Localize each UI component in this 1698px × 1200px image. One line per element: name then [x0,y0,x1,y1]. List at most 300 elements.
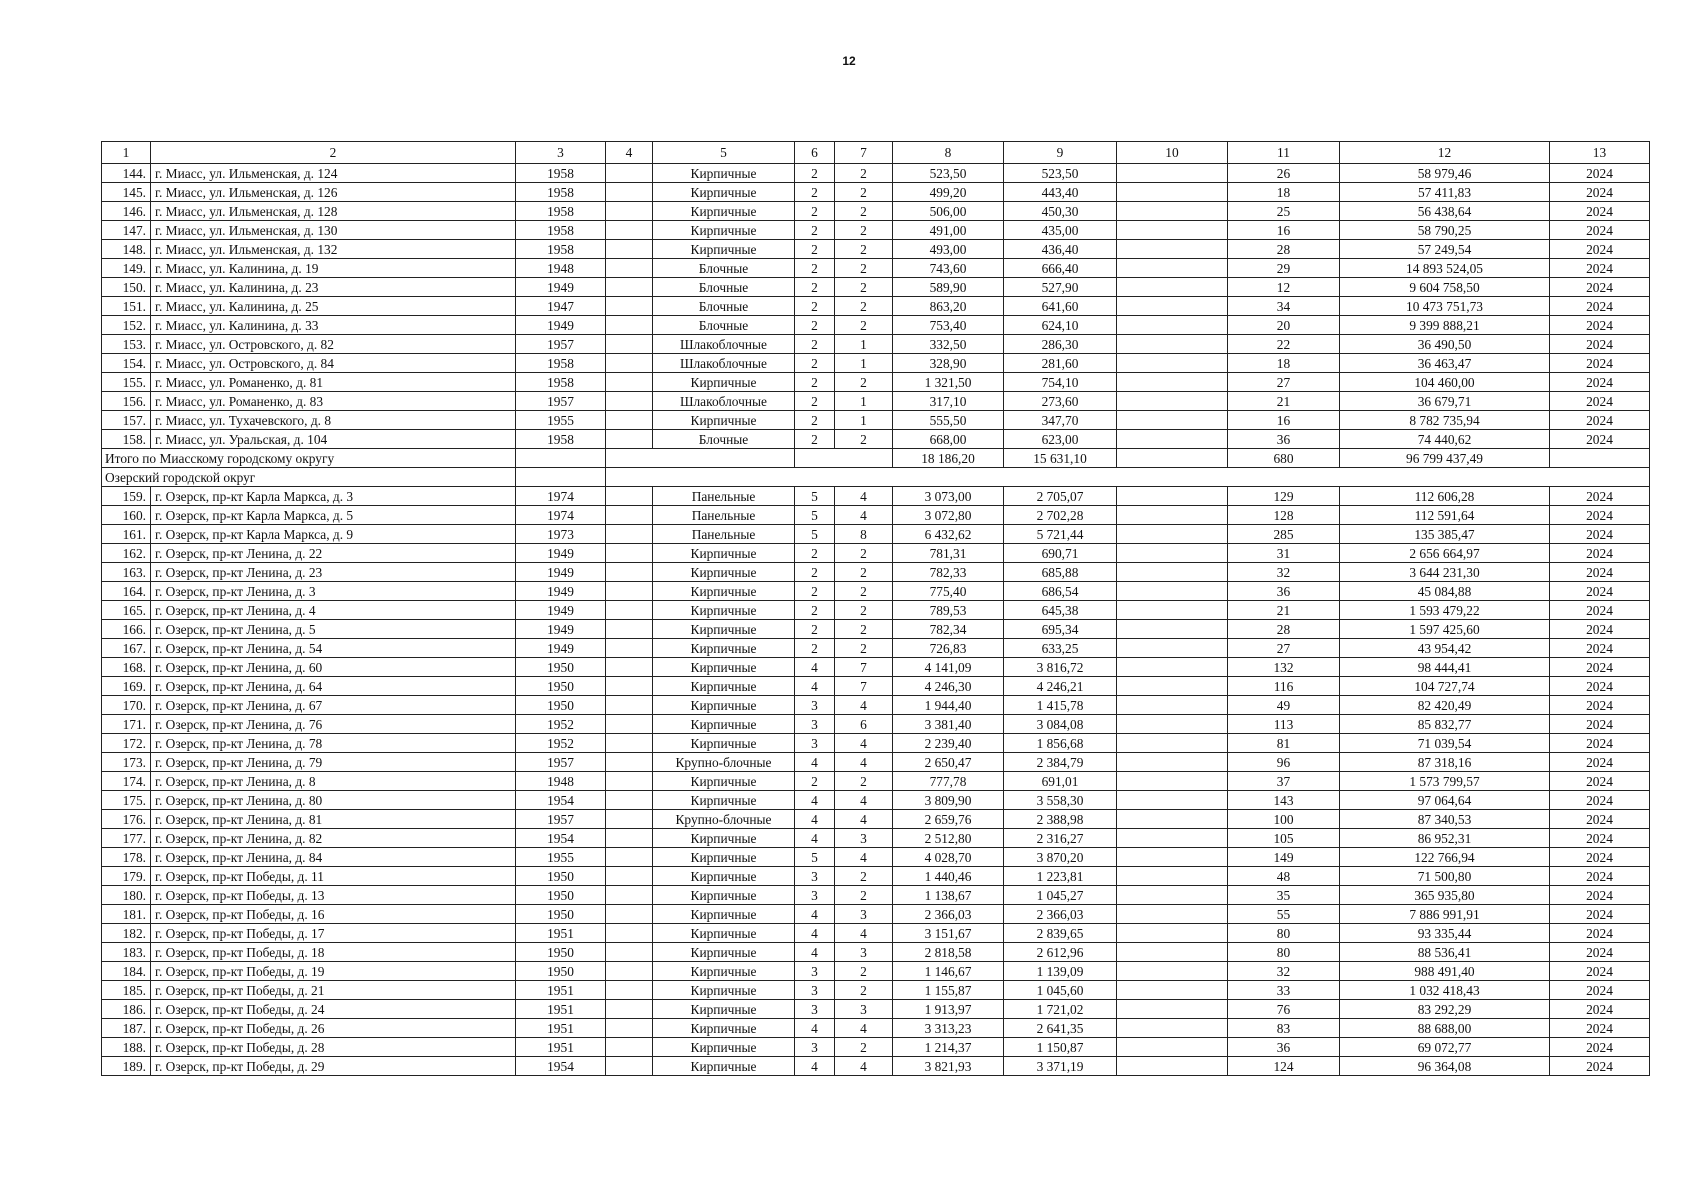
living-area-cell: 436,40 [1004,240,1117,259]
living-area-cell: 527,90 [1004,278,1117,297]
year-cell: 1957 [516,392,606,411]
table-row [102,259,1650,278]
table-row [102,924,1650,943]
entrances-cell: 8 [835,525,893,544]
year-cell: 1954 [516,791,606,810]
total-area-cell: 1 944,40 [893,696,1004,715]
plan-year-cell: 2024 [1550,506,1650,525]
row-number-cell: 164. [102,582,151,601]
floors-cell: 3 [795,734,835,753]
empty-cell [1117,449,1228,468]
entrances-cell: 3 [835,1000,893,1019]
floors-cell: 4 [795,1019,835,1038]
cost-cell: 98 444,41 [1340,658,1550,677]
address-cell: г. Миасс, ул. Ильменская, д. 124 [151,164,516,183]
address-cell: г. Озерск, пр-кт Ленина, д. 4 [151,601,516,620]
table-row [102,430,1650,449]
cost-cell: 104 727,74 [1340,677,1550,696]
total-area-cell: 3 072,80 [893,506,1004,525]
address-cell: г. Озерск, пр-кт Ленина, д. 3 [151,582,516,601]
year-cell: 1949 [516,601,606,620]
table-row [102,278,1650,297]
row-number-cell: 179. [102,867,151,886]
living-area-cell: 686,54 [1004,582,1117,601]
table-body [102,142,1650,1076]
wall-material-cell: Кирпичные [653,1000,795,1019]
plan-year-cell: 2024 [1550,487,1650,506]
total-area-cell: 2 366,03 [893,905,1004,924]
cost-cell: 14 893 524,05 [1340,259,1550,278]
empty-cell [606,772,653,791]
table-row [102,354,1650,373]
address-cell: г. Озерск, пр-кт Ленина, д. 78 [151,734,516,753]
empty-cell [1117,335,1228,354]
wall-material-cell: Блочные [653,259,795,278]
empty-cell [1117,601,1228,620]
year-cell: 1948 [516,259,606,278]
living-area-cell: 666,40 [1004,259,1117,278]
address-cell: г. Озерск, пр-кт Карла Маркса, д. 3 [151,487,516,506]
wall-material-cell: Крупно-блочные [653,810,795,829]
empty-cell [1117,753,1228,772]
wall-material-cell: Панельные [653,525,795,544]
plan-year-cell: 2024 [1550,1000,1650,1019]
living-area-cell: 2 641,35 [1004,1019,1117,1038]
plan-year-cell: 2024 [1550,848,1650,867]
wall-material-cell: Кирпичные [653,791,795,810]
address-cell: г. Озерск, пр-кт Ленина, д. 64 [151,677,516,696]
total-area-cell: 775,40 [893,582,1004,601]
row-number-cell: 146. [102,202,151,221]
row-number-cell: 158. [102,430,151,449]
wall-material-cell: Кирпичные [653,677,795,696]
address-cell: г. Озерск, пр-кт Победы, д. 24 [151,1000,516,1019]
empty-cell [1117,924,1228,943]
total-area-cell: 1 214,37 [893,1038,1004,1057]
empty-cell [606,696,653,715]
living-area-cell: 1 415,78 [1004,696,1117,715]
plan-year-cell: 2024 [1550,354,1650,373]
cost-cell: 9 399 888,21 [1340,316,1550,335]
table-row [102,848,1650,867]
row-number-cell: 148. [102,240,151,259]
address-cell: г. Озерск, пр-кт Победы, д. 26 [151,1019,516,1038]
empty-cell [1117,221,1228,240]
residents-cell: 35 [1228,886,1340,905]
empty-cell [1117,962,1228,981]
total-area-cell: 4 028,70 [893,848,1004,867]
address-cell: г. Миасс, ул. Ильменская, д. 132 [151,240,516,259]
plan-year-cell: 2024 [1550,772,1650,791]
entrances-cell: 1 [835,354,893,373]
cost-cell: 57 411,83 [1340,183,1550,202]
total-area-cell: 1 146,67 [893,962,1004,981]
living-area-cell: 645,38 [1004,601,1117,620]
entrances-cell: 2 [835,639,893,658]
entrances-cell: 4 [835,848,893,867]
address-cell: г. Озерск, пр-кт Карла Маркса, д. 5 [151,506,516,525]
cost-cell: 96 364,08 [1340,1057,1550,1076]
empty-cell [606,468,1650,487]
address-cell: г. Миасс, ул. Калинина, д. 19 [151,259,516,278]
wall-material-cell: Кирпичные [653,620,795,639]
floors-cell: 2 [795,772,835,791]
plan-year-cell: 2024 [1550,962,1650,981]
table-row [102,734,1650,753]
living-area-cell: 624,10 [1004,316,1117,335]
empty-cell [1117,563,1228,582]
empty-cell [1117,791,1228,810]
entrances-cell: 2 [835,202,893,221]
table-row [102,316,1650,335]
table-row [102,658,1650,677]
wall-material-cell: Шлакоблочные [653,354,795,373]
empty-cell [1117,1019,1228,1038]
row-number-cell: 182. [102,924,151,943]
column-header: 13 [1550,142,1650,164]
empty-cell [606,316,653,335]
row-number-cell: 189. [102,1057,151,1076]
row-number-cell: 184. [102,962,151,981]
cost-cell: 57 249,54 [1340,240,1550,259]
cost-cell: 69 072,77 [1340,1038,1550,1057]
empty-cell [1117,430,1228,449]
year-cell: 1974 [516,487,606,506]
table-row [102,221,1650,240]
empty-cell [606,886,653,905]
residents-cell: 21 [1228,392,1340,411]
table-row [102,962,1650,981]
residents-cell: 34 [1228,297,1340,316]
residents-cell: 113 [1228,715,1340,734]
living-area-cell: 1 045,27 [1004,886,1117,905]
living-area-cell: 2 612,96 [1004,943,1117,962]
empty-cell [606,183,653,202]
residents-cell: 36 [1228,582,1340,601]
living-area-cell: 5 721,44 [1004,525,1117,544]
cost-cell: 36 463,47 [1340,354,1550,373]
empty-cell [606,259,653,278]
row-number-cell: 175. [102,791,151,810]
table-row [102,582,1650,601]
wall-material-cell: Кирпичные [653,1019,795,1038]
residents-cell: 132 [1228,658,1340,677]
year-cell: 1948 [516,772,606,791]
wall-material-cell: Кирпичные [653,639,795,658]
empty-cell [606,202,653,221]
residents-cell: 76 [1228,1000,1340,1019]
column-header: 1 [102,142,151,164]
empty-cell [1117,696,1228,715]
total-area-cell: 777,78 [893,772,1004,791]
residents-cell: 31 [1228,544,1340,563]
living-area-cell: 4 246,21 [1004,677,1117,696]
entrances-cell: 2 [835,183,893,202]
table-row [102,506,1650,525]
address-cell: г. Озерск, пр-кт Победы, д. 29 [151,1057,516,1076]
living-area-cell: 1 223,81 [1004,867,1117,886]
row-number-cell: 171. [102,715,151,734]
wall-material-cell: Блочные [653,278,795,297]
empty-cell [1117,316,1228,335]
wall-material-cell: Панельные [653,506,795,525]
row-number-cell: 152. [102,316,151,335]
housing-register-table [101,141,1650,1076]
table-row [102,525,1650,544]
empty-cell [606,639,653,658]
plan-year-cell: 2024 [1550,696,1650,715]
total-area-cell: 4 141,09 [893,658,1004,677]
table-row [102,886,1650,905]
empty-cell [1117,677,1228,696]
cost-cell: 74 440,62 [1340,430,1550,449]
plan-year-cell: 2024 [1550,525,1650,544]
column-header: 4 [606,142,653,164]
living-area-cell: 754,10 [1004,373,1117,392]
empty-cell [606,962,653,981]
entrances-cell: 4 [835,506,893,525]
address-cell: г. Миасс, ул. Романенко, д. 83 [151,392,516,411]
wall-material-cell: Кирпичные [653,544,795,563]
empty-cell [606,354,653,373]
wall-material-cell: Кирпичные [653,924,795,943]
wall-material-cell: Кирпичные [653,164,795,183]
table-row [102,696,1650,715]
row-number-cell: 180. [102,886,151,905]
total-area-cell: 506,00 [893,202,1004,221]
total-area-cell: 2 512,80 [893,829,1004,848]
empty-cell [606,1038,653,1057]
plan-year-cell: 2024 [1550,278,1650,297]
address-cell: г. Озерск, пр-кт Победы, д. 16 [151,905,516,924]
empty-cell [606,544,653,563]
total-area-cell: 1 440,46 [893,867,1004,886]
year-cell: 1949 [516,582,606,601]
plan-year-cell: 2024 [1550,259,1650,278]
empty-cell [1117,582,1228,601]
residents-cell: 96 [1228,753,1340,772]
plan-year-cell: 2024 [1550,620,1650,639]
residents-cell: 49 [1228,696,1340,715]
residents-cell: 36 [1228,1038,1340,1057]
living-area-cell: 450,30 [1004,202,1117,221]
row-number-cell: 166. [102,620,151,639]
wall-material-cell: Кирпичные [653,563,795,582]
wall-material-cell: Кирпичные [653,582,795,601]
row-number-cell: 155. [102,373,151,392]
plan-year-cell: 2024 [1550,392,1650,411]
living-area-cell: 273,60 [1004,392,1117,411]
living-area-cell: 623,00 [1004,430,1117,449]
wall-material-cell: Кирпичные [653,221,795,240]
row-number-cell: 144. [102,164,151,183]
empty-cell [606,943,653,962]
entrances-cell: 2 [835,544,893,563]
table-row [102,829,1650,848]
wall-material-cell: Кирпичные [653,411,795,430]
residents-cell: 27 [1228,373,1340,392]
entrances-cell: 4 [835,1019,893,1038]
year-cell: 1952 [516,734,606,753]
entrances-cell: 7 [835,677,893,696]
total-area-cell: 3 821,93 [893,1057,1004,1076]
empty-cell [606,506,653,525]
wall-material-cell: Кирпичные [653,848,795,867]
empty-cell [606,848,653,867]
residents-cell: 285 [1228,525,1340,544]
wall-material-cell: Панельные [653,487,795,506]
entrances-cell: 2 [835,297,893,316]
empty-cell [606,525,653,544]
empty-cell [1117,943,1228,962]
empty-cell [606,658,653,677]
address-cell: г. Озерск, пр-кт Победы, д. 19 [151,962,516,981]
floors-cell: 4 [795,791,835,810]
empty-cell [1117,658,1228,677]
living-area-cell: 685,88 [1004,563,1117,582]
empty-cell [1117,240,1228,259]
empty-cell [1117,411,1228,430]
year-cell: 1950 [516,677,606,696]
empty-cell [1117,525,1228,544]
residents-cell: 18 [1228,354,1340,373]
plan-year-cell: 2024 [1550,810,1650,829]
entrances-cell: 7 [835,658,893,677]
table-row [102,373,1650,392]
table-row [102,715,1650,734]
entrances-cell: 1 [835,392,893,411]
total-area-cell: 6 432,62 [893,525,1004,544]
residents-cell: 128 [1228,506,1340,525]
plan-year-cell: 2024 [1550,373,1650,392]
address-cell: г. Озерск, пр-кт Ленина, д. 82 [151,829,516,848]
cost-cell: 36 490,50 [1340,335,1550,354]
floors-cell: 2 [795,221,835,240]
entrances-cell: 1 [835,335,893,354]
column-header: 12 [1340,142,1550,164]
table-row [102,791,1650,810]
total-area-cell: 328,90 [893,354,1004,373]
plan-year-cell: 2024 [1550,734,1650,753]
total-area-cell: 1 138,67 [893,886,1004,905]
floors-cell: 2 [795,240,835,259]
table-row [102,392,1650,411]
total-area-cell: 726,83 [893,639,1004,658]
floors-cell: 4 [795,905,835,924]
table-row [102,164,1650,183]
total-area-cell: 3 151,67 [893,924,1004,943]
entrances-cell: 2 [835,316,893,335]
year-cell: 1958 [516,183,606,202]
empty-cell [606,297,653,316]
wall-material-cell: Крупно-блочные [653,753,795,772]
living-area-cell: 3 558,30 [1004,791,1117,810]
table-row [102,943,1650,962]
row-number-cell: 173. [102,753,151,772]
year-cell: 1949 [516,563,606,582]
total-area-cell: 789,53 [893,601,1004,620]
address-cell: г. Озерск, пр-кт Ленина, д. 67 [151,696,516,715]
empty-cell [1550,449,1650,468]
empty-cell [606,449,795,468]
total-area-cell: 555,50 [893,411,1004,430]
living-area-cell: 1 139,09 [1004,962,1117,981]
wall-material-cell: Кирпичные [653,886,795,905]
wall-material-cell: Кирпичные [653,867,795,886]
year-cell: 1951 [516,924,606,943]
empty-cell [606,1019,653,1038]
cost-cell: 1 032 418,43 [1340,981,1550,1000]
row-number-cell: 187. [102,1019,151,1038]
cost-cell: 58 790,25 [1340,221,1550,240]
subtotal-row [102,449,1650,468]
row-number-cell: 162. [102,544,151,563]
cost-cell: 3 644 231,30 [1340,563,1550,582]
empty-cell [1117,867,1228,886]
column-header: 2 [151,142,516,164]
year-cell: 1974 [516,506,606,525]
residents-cell: 100 [1228,810,1340,829]
empty-cell [606,753,653,772]
table-row [102,563,1650,582]
address-cell: г. Миасс, ул. Ильменская, д. 130 [151,221,516,240]
cost-cell: 88 536,41 [1340,943,1550,962]
address-cell: г. Озерск, пр-кт Победы, д. 21 [151,981,516,1000]
empty-cell [606,392,653,411]
year-cell: 1949 [516,544,606,563]
table-row [102,772,1650,791]
living-area-cell: 1 045,60 [1004,981,1117,1000]
floors-cell: 4 [795,810,835,829]
living-area-cell: 3 816,72 [1004,658,1117,677]
residents-cell: 16 [1228,411,1340,430]
residents-cell: 28 [1228,620,1340,639]
floors-cell: 3 [795,867,835,886]
entrances-cell: 2 [835,1038,893,1057]
living-area-cell: 3 084,08 [1004,715,1117,734]
plan-year-cell: 2024 [1550,1019,1650,1038]
floors-cell: 4 [795,924,835,943]
wall-material-cell: Кирпичные [653,696,795,715]
empty-cell [1117,715,1228,734]
wall-material-cell: Блочные [653,430,795,449]
living-area-cell: 633,25 [1004,639,1117,658]
row-number-cell: 153. [102,335,151,354]
plan-year-cell: 2024 [1550,601,1650,620]
table-row [102,1019,1650,1038]
entrances-cell: 4 [835,696,893,715]
subtotal-label: Итого по Миасскому городскому округу [102,449,516,468]
residents-cell: 80 [1228,943,1340,962]
residents-cell: 21 [1228,601,1340,620]
cost-cell: 7 886 991,91 [1340,905,1550,924]
total-area-cell: 753,40 [893,316,1004,335]
year-cell: 1958 [516,354,606,373]
wall-material-cell: Шлакоблочные [653,392,795,411]
empty-cell [1117,373,1228,392]
year-cell: 1950 [516,886,606,905]
cost-cell: 988 491,40 [1340,962,1550,981]
floors-cell: 2 [795,563,835,582]
row-number-cell: 167. [102,639,151,658]
floors-cell: 2 [795,411,835,430]
plan-year-cell: 2024 [1550,677,1650,696]
total-area-cell: 1 913,97 [893,1000,1004,1019]
living-area-cell: 2 839,65 [1004,924,1117,943]
address-cell: г. Миасс, ул. Романенко, д. 81 [151,373,516,392]
empty-cell [606,164,653,183]
living-area-cell: 435,00 [1004,221,1117,240]
